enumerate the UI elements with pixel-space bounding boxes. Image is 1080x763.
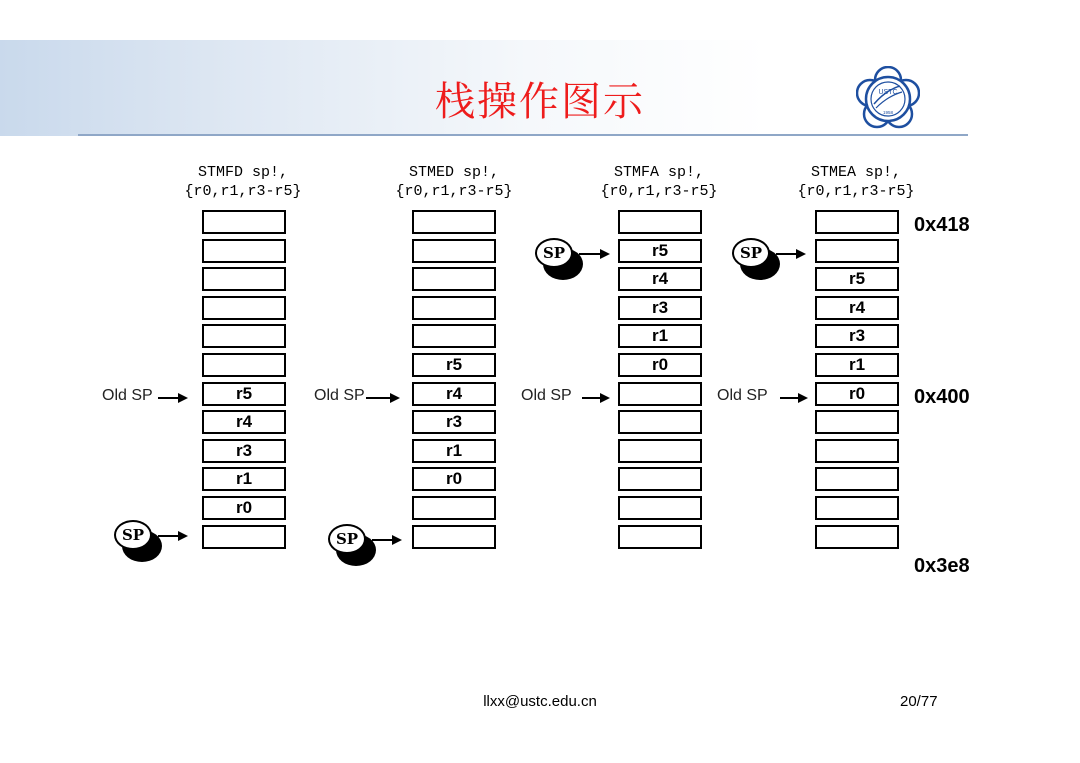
stack-cell bbox=[815, 210, 899, 234]
sp-label: SP bbox=[114, 520, 152, 550]
stack-cell bbox=[618, 496, 702, 520]
sp-pointer-badge bbox=[114, 520, 164, 564]
svg-text:USTC: USTC bbox=[878, 89, 898, 96]
stack-cell bbox=[815, 496, 899, 520]
stack-cell bbox=[412, 267, 496, 291]
column-title-stmea bbox=[756, 163, 956, 201]
old-sp-label: Old SP bbox=[717, 387, 768, 404]
stack-cell bbox=[618, 439, 702, 463]
old-sp-arrow bbox=[780, 397, 800, 399]
register-list: {r0,r1,r3-r5} bbox=[184, 183, 302, 200]
header-divider bbox=[78, 134, 968, 136]
instruction-label: STMFD sp!, bbox=[197, 164, 288, 181]
page-number: 20/77 bbox=[900, 693, 938, 710]
old-sp-arrow bbox=[366, 397, 392, 399]
instruction-label: STMFA sp!, bbox=[613, 164, 704, 181]
arrow-head-icon bbox=[796, 249, 806, 259]
register-list: {r0,r1,r3-r5} bbox=[797, 183, 915, 200]
stack-cell bbox=[815, 467, 899, 491]
stack-cell bbox=[815, 239, 899, 263]
column-title-stmfa bbox=[559, 163, 759, 201]
column-title-stmfd bbox=[143, 163, 343, 201]
stack-cell bbox=[618, 525, 702, 549]
instruction-label: STMED sp!, bbox=[408, 164, 499, 181]
register-list: {r0,r1,r3-r5} bbox=[395, 183, 513, 200]
address-top: 0x418 bbox=[914, 214, 970, 236]
stack-cell bbox=[618, 467, 702, 491]
footer-email: llxx@ustc.edu.cn bbox=[483, 693, 597, 710]
stack-cell: r3 bbox=[412, 410, 496, 434]
stack-cell: r1 bbox=[412, 439, 496, 463]
stack-cell bbox=[815, 525, 899, 549]
arrow-head-icon bbox=[798, 393, 808, 403]
instruction-label: STMEA sp!, bbox=[810, 164, 901, 181]
stack-cell: r4 bbox=[815, 296, 899, 320]
stack-cell bbox=[202, 239, 286, 263]
address-bottom: 0x3e8 bbox=[914, 555, 970, 577]
stack-cell bbox=[618, 210, 702, 234]
stack-cell bbox=[618, 410, 702, 434]
arrow-head-icon bbox=[390, 393, 400, 403]
stack-cell: r5 bbox=[618, 239, 702, 263]
stack-cell: r3 bbox=[815, 324, 899, 348]
old-sp-label: Old SP bbox=[102, 387, 153, 404]
arrow-head-icon bbox=[392, 535, 402, 545]
sp-label: SP bbox=[732, 238, 770, 268]
stack-cell bbox=[202, 267, 286, 291]
stack-cell bbox=[412, 525, 496, 549]
stack-cell bbox=[412, 239, 496, 263]
stack-cell bbox=[202, 296, 286, 320]
stack-cell bbox=[202, 324, 286, 348]
stack-cell: r0 bbox=[412, 467, 496, 491]
arrow-head-icon bbox=[178, 531, 188, 541]
sp-label: SP bbox=[328, 524, 366, 554]
stack-cell: r3 bbox=[202, 439, 286, 463]
stack-cell bbox=[412, 296, 496, 320]
stack-cell: r4 bbox=[412, 382, 496, 406]
address-middle: 0x400 bbox=[914, 386, 970, 408]
arrow-head-icon bbox=[178, 393, 188, 403]
stack-cell: r4 bbox=[202, 410, 286, 434]
stack-cell: r5 bbox=[815, 267, 899, 291]
arrow-head-icon bbox=[600, 249, 610, 259]
stack-cell: r4 bbox=[618, 267, 702, 291]
register-list: {r0,r1,r3-r5} bbox=[600, 183, 718, 200]
stack-cell: r5 bbox=[202, 382, 286, 406]
sp-arrow bbox=[776, 253, 798, 255]
stack-cell bbox=[412, 324, 496, 348]
stack-cell bbox=[412, 496, 496, 520]
column-title-stmed bbox=[354, 163, 554, 201]
stack-cell: r0 bbox=[202, 496, 286, 520]
old-sp-label: Old SP bbox=[314, 387, 365, 404]
sp-pointer-badge bbox=[535, 238, 585, 282]
old-sp-arrow bbox=[158, 397, 180, 399]
stack-cell: r1 bbox=[815, 353, 899, 377]
stack-cell bbox=[202, 210, 286, 234]
stack-cell bbox=[202, 525, 286, 549]
stack-cell bbox=[815, 410, 899, 434]
sp-pointer-badge bbox=[328, 524, 378, 568]
old-sp-label: Old SP bbox=[521, 387, 572, 404]
ustc-logo bbox=[856, 66, 920, 130]
svg-text:1958: 1958 bbox=[882, 110, 894, 115]
stack-cell: r5 bbox=[412, 353, 496, 377]
sp-label: SP bbox=[535, 238, 573, 268]
stack-cell bbox=[618, 382, 702, 406]
stack-cell: r1 bbox=[618, 324, 702, 348]
sp-pointer-badge bbox=[732, 238, 782, 282]
sp-arrow bbox=[372, 539, 394, 541]
old-sp-arrow bbox=[582, 397, 602, 399]
stack-cell: r0 bbox=[815, 382, 899, 406]
arrow-head-icon bbox=[600, 393, 610, 403]
stack-cell bbox=[202, 353, 286, 377]
stack-cell bbox=[815, 439, 899, 463]
slide-title: 栈操作图示 bbox=[435, 79, 645, 125]
stack-cell: r3 bbox=[618, 296, 702, 320]
stack-cell: r0 bbox=[618, 353, 702, 377]
sp-arrow bbox=[158, 535, 180, 537]
stack-cell bbox=[412, 210, 496, 234]
stack-cell: r1 bbox=[202, 467, 286, 491]
